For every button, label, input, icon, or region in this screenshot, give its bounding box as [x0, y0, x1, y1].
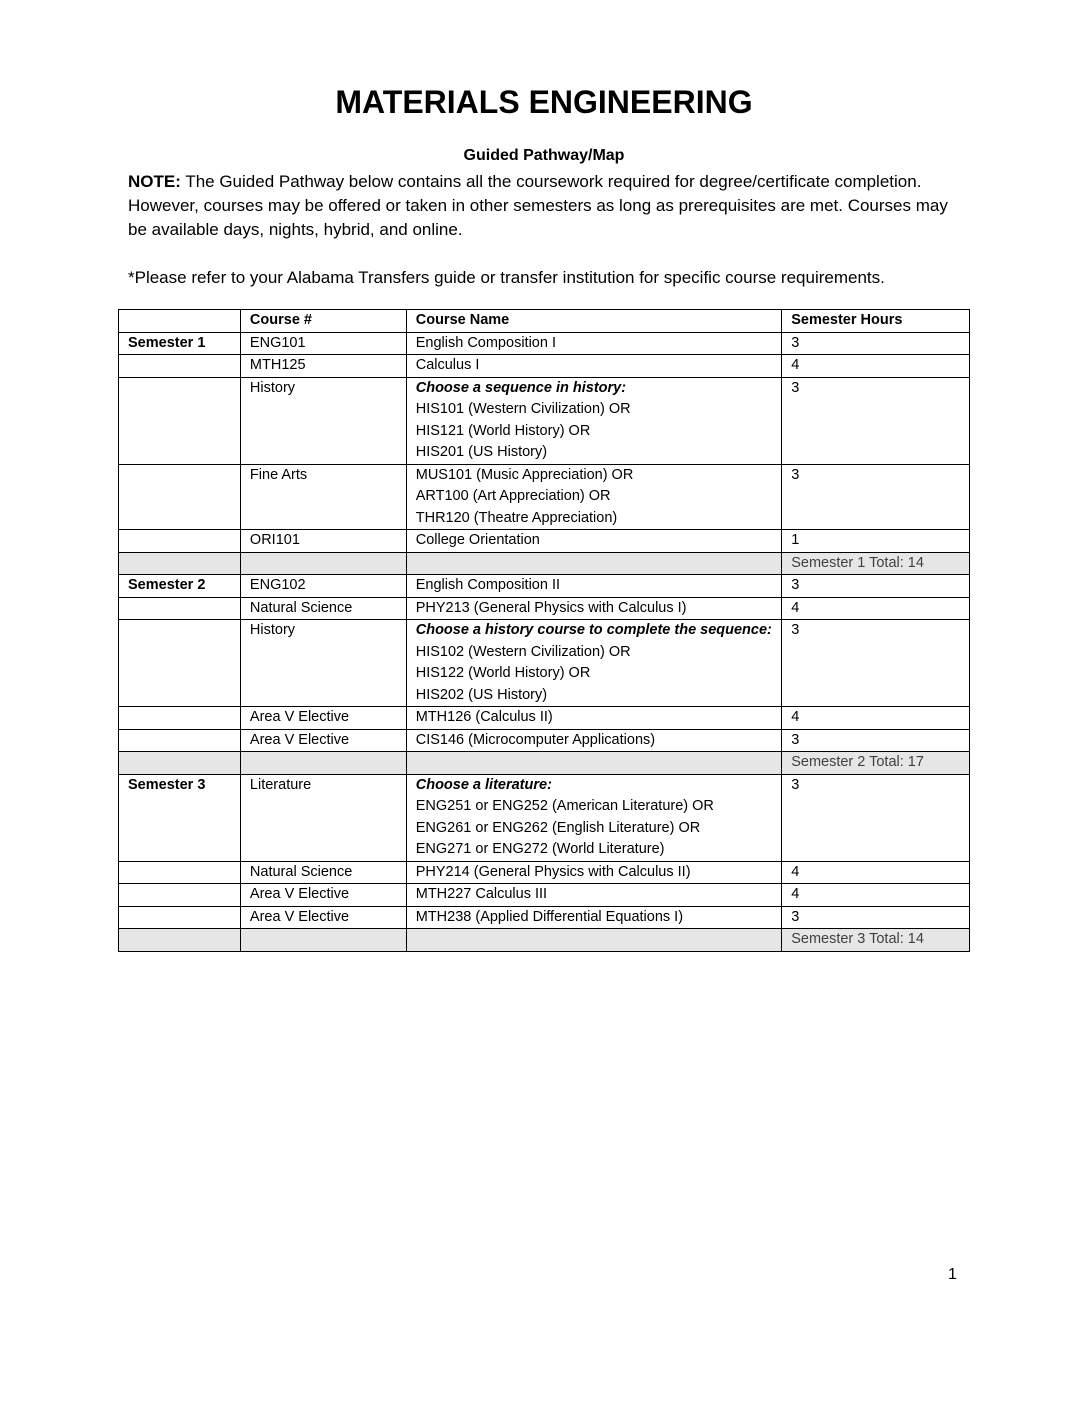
table-row [119, 597, 970, 620]
semester-label [119, 530, 241, 553]
semester-label [119, 884, 241, 907]
course-name [406, 620, 781, 707]
course-name [406, 355, 781, 378]
course-option: ENG261 or ENG262 (English Literature) OR [415, 819, 701, 836]
table-row [119, 774, 970, 861]
semester-hours: 4 [782, 707, 970, 730]
choose-instruction: Choose a history course to complete the sequence: [415, 622, 772, 638]
semester-label [119, 729, 241, 752]
semester-hours: 3 [782, 464, 970, 530]
empty-cell [240, 929, 406, 952]
page-number: 1 [948, 1266, 957, 1283]
empty-cell [240, 552, 406, 575]
course-name [406, 597, 781, 620]
course-name [406, 332, 781, 355]
semester-total-row [119, 552, 970, 575]
semester-label [119, 377, 241, 464]
course-option: HIS121 (World History) OR [415, 422, 591, 439]
semester-total-row [119, 752, 970, 775]
semester-label: Semester 3 [119, 774, 241, 861]
table-row [119, 377, 970, 464]
header-semester [119, 310, 241, 333]
header-course-name: Course Name [406, 310, 781, 333]
semester-label [119, 464, 241, 530]
course-name [406, 729, 781, 752]
semester-label [119, 597, 241, 620]
table-row [119, 620, 970, 707]
semester-hours: 3 [782, 377, 970, 464]
pathway-table [118, 309, 970, 952]
semester-label [119, 861, 241, 884]
course-option: HIS102 (Western Civilization) OR [415, 643, 631, 660]
course-name [406, 575, 781, 598]
course-option: HIS202 (US History) [415, 686, 548, 703]
course-name [406, 906, 781, 929]
transfer-guide-note: *Please refer to your Alabama Transfers guide or transfer institution for specific course requirements. [128, 268, 885, 287]
semester-hours: 3 [782, 774, 970, 861]
course-name [406, 861, 781, 884]
note-text: The Guided Pathway below contains all the coursework required for degree/certificate completion. However, courses may be offered or taken in other semesters as long as prerequisites are met. Courses may be available days, nights, hybrid, and online. [128, 172, 948, 239]
course-option: College Orientation [415, 532, 540, 548]
course-number: Literature [240, 774, 406, 861]
course-number: Area V Elective [240, 729, 406, 752]
course-name [406, 464, 781, 530]
course-option: HIS101 (Western Civilization) OR [415, 401, 631, 417]
empty-cell [119, 929, 241, 952]
semester-total: Semester 2 Total: 17 [782, 752, 970, 775]
table-row [119, 884, 970, 907]
header-course-number: Course # [240, 310, 406, 333]
course-option: CIS146 (Microcomputer Applications) [415, 731, 656, 748]
course-name [406, 774, 781, 861]
course-option: English Composition II [415, 577, 560, 593]
semester-label: Semester 2 [119, 575, 241, 598]
table-row [119, 575, 970, 598]
table-row [119, 530, 970, 553]
course-number: Fine Arts [240, 464, 406, 530]
course-option: HIS122 (World History) OR [415, 665, 591, 681]
course-number: Natural Science [240, 861, 406, 884]
semester-hours: 4 [782, 355, 970, 378]
semester-hours: 4 [782, 884, 970, 907]
course-number: History [240, 620, 406, 707]
empty-cell [240, 752, 406, 775]
note-paragraph [128, 170, 958, 242]
course-option: PHY214 (General Physics with Calculus II) [415, 863, 691, 880]
table-row [119, 464, 970, 530]
semester-label [119, 707, 241, 730]
course-number: History [240, 377, 406, 464]
empty-cell [119, 752, 241, 775]
course-number: Area V Elective [240, 906, 406, 929]
empty-cell [406, 929, 781, 952]
table-header-row [119, 310, 970, 333]
page-subtitle: Guided Pathway/Map [463, 147, 625, 164]
semester-hours: 3 [782, 906, 970, 929]
semester-label [119, 355, 241, 378]
course-option: HIS201 (US History) [415, 444, 548, 460]
course-number: ENG102 [240, 575, 406, 598]
empty-cell [119, 552, 241, 575]
empty-cell [406, 552, 781, 575]
semester-label: Semester 1 [119, 332, 241, 355]
table-row [119, 707, 970, 730]
course-number: Area V Elective [240, 884, 406, 907]
course-option: MTH238 (Applied Differential Equations I) [415, 908, 684, 925]
semester-hours: 3 [782, 729, 970, 752]
course-option: ENG251 or ENG252 (American Literature) OR [415, 798, 714, 814]
course-number: Natural Science [240, 597, 406, 620]
course-number: Area V Elective [240, 707, 406, 730]
empty-cell [406, 752, 781, 775]
course-option: Calculus I [415, 357, 480, 373]
course-option: MTH227 Calculus III [415, 886, 548, 902]
course-name [406, 530, 781, 553]
header-semester-hours: Semester Hours [782, 310, 970, 333]
choose-instruction: Choose a literature: [415, 776, 552, 793]
course-number: ORI101 [240, 530, 406, 553]
course-option: ART100 (Art Appreciation) OR [415, 488, 611, 504]
course-number: ENG101 [240, 332, 406, 355]
course-option: PHY213 (General Physics with Calculus I) [415, 599, 687, 616]
semester-hours: 3 [782, 620, 970, 707]
semester-hours: 1 [782, 530, 970, 553]
semester-total: Semester 1 Total: 14 [782, 552, 970, 575]
table-row [119, 355, 970, 378]
semester-hours: 4 [782, 861, 970, 884]
course-name [406, 707, 781, 730]
course-option: English Composition I [415, 334, 556, 351]
choose-instruction: Choose a sequence in history: [415, 379, 627, 396]
semester-hours: 4 [782, 597, 970, 620]
table-row [119, 906, 970, 929]
semester-label [119, 620, 241, 707]
page-title: MATERIALS ENGINEERING [335, 84, 753, 120]
course-option: ENG271 or ENG272 (World Literature) [415, 841, 665, 857]
semester-hours: 3 [782, 332, 970, 355]
table-row [119, 332, 970, 355]
course-name [406, 884, 781, 907]
semester-label [119, 906, 241, 929]
course-number: MTH125 [240, 355, 406, 378]
semester-total-row [119, 929, 970, 952]
course-name [406, 377, 781, 464]
table-row [119, 861, 970, 884]
table-row [119, 729, 970, 752]
pathway-table-body [119, 332, 970, 951]
semester-hours: 3 [782, 575, 970, 598]
semester-total: Semester 3 Total: 14 [782, 929, 970, 952]
note-label: NOTE: [128, 172, 181, 191]
course-option: MTH126 (Calculus II) [415, 709, 553, 725]
course-option: MUS101 (Music Appreciation) OR [415, 466, 634, 483]
course-option: THR120 (Theatre Appreciation) [415, 509, 618, 526]
